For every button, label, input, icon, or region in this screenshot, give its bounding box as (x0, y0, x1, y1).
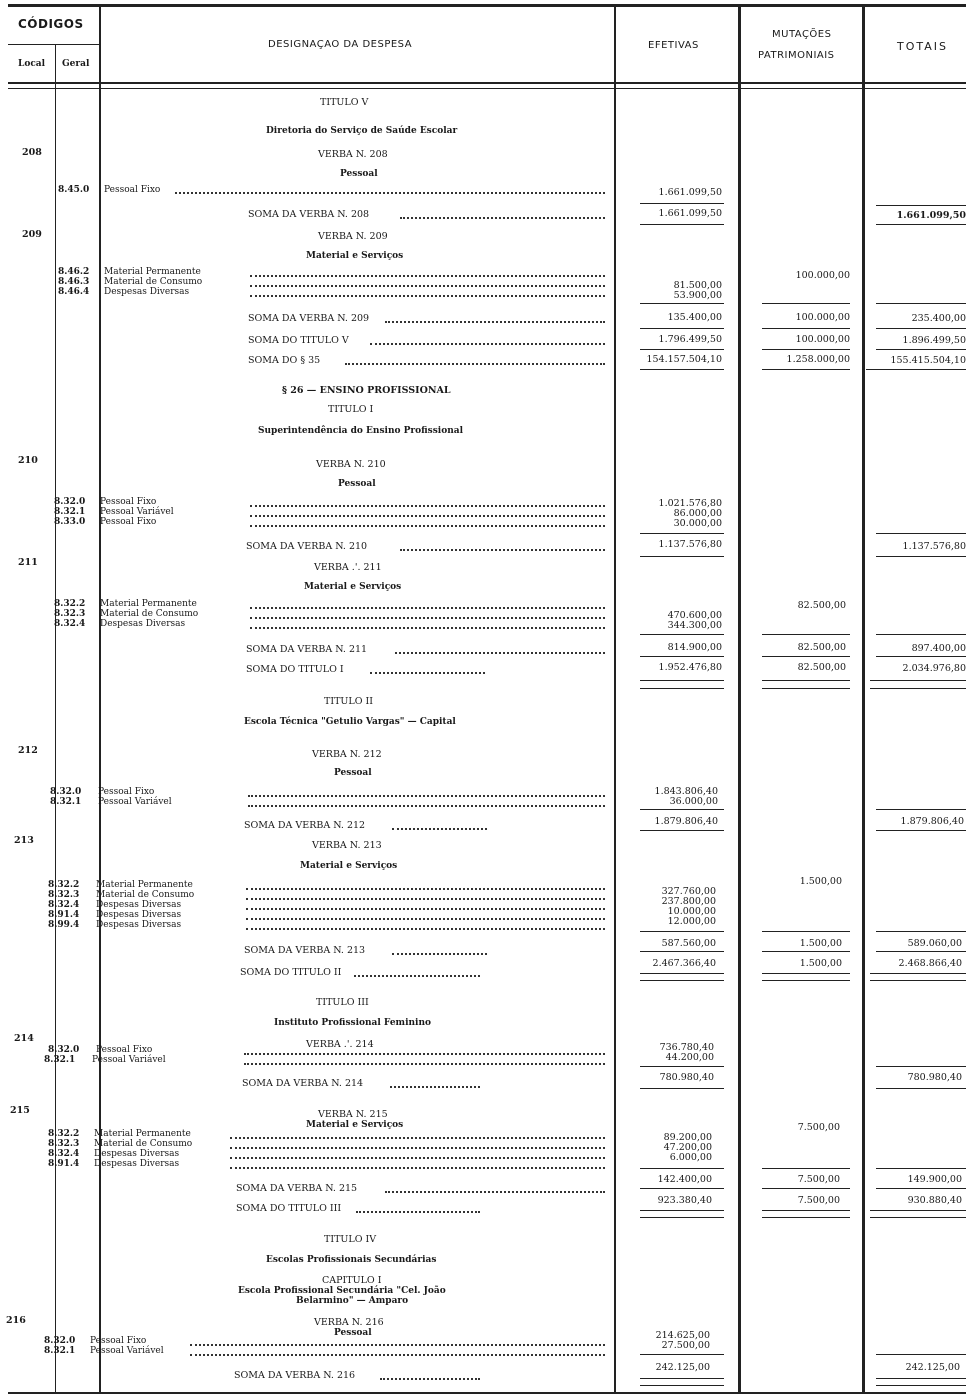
efetivas-value: 327.760,00 (661, 886, 716, 897)
underline (876, 1168, 966, 1169)
underline (762, 1217, 850, 1218)
efetivas-value: 214.625,00 (655, 1330, 710, 1341)
header-subrule (8, 44, 100, 45)
efetivas-value: 1.021.576,80 (658, 498, 722, 509)
top-rule (8, 4, 966, 7)
soma-verba-214: SOMA DA VERBA N. 214 (242, 1078, 364, 1089)
underline (640, 328, 724, 329)
efetivas-value: 814.900,00 (667, 642, 722, 653)
totais-value: 1.137.576,80 (902, 541, 966, 552)
leader-dots (380, 1378, 480, 1380)
item-material-consumo: Material de Consumo (100, 609, 199, 619)
header-mutacoes-1: MUTAÇÕES (772, 29, 832, 40)
geral-code-8464: 8.46.4 (58, 287, 90, 297)
leader-dots (230, 1157, 605, 1159)
efetivas-value: 135.400,00 (667, 312, 722, 323)
item-pessoal-fixo: Pessoal Fixo (98, 787, 155, 797)
soma-verba-210: SOMA DA VERBA N. 210 (246, 541, 368, 552)
geral-code-8322: 8.32.2 (48, 880, 80, 890)
underline (870, 1217, 966, 1218)
underline (640, 688, 724, 689)
efetivas-value: 344.300,00 (667, 620, 722, 631)
verba-211: VERBA .'. 211 (314, 562, 382, 573)
efetivas-value: 81.500,00 (673, 280, 722, 291)
totais-value: 149.900,00 (907, 1174, 962, 1185)
bottom-rule (8, 1392, 966, 1394)
efetivas-value: 1.796.499,50 (658, 334, 722, 345)
underline (640, 369, 724, 370)
mutacoes-value: 7.500,00 (797, 1122, 840, 1133)
item-pessoal-fixo: Pessoal Fixo (90, 1336, 147, 1346)
mutacoes-value: 1.500,00 (799, 938, 842, 949)
material-servicos-213: Material e Serviços (300, 861, 398, 871)
underline (762, 656, 850, 657)
item-pessoal-fixo: Pessoal Fixo (100, 497, 157, 507)
underline (762, 349, 850, 350)
underline (876, 533, 966, 534)
totais-value: 930.880,40 (907, 1195, 962, 1206)
underline (640, 1354, 724, 1355)
efetivas-value: 12.000,00 (667, 916, 716, 927)
totais-value: 155.415.504,10 (890, 355, 966, 366)
geral-code-8323: 8.32.3 (54, 609, 86, 619)
leader-dots (246, 918, 605, 920)
leader-dots (395, 652, 605, 654)
leader-dots (250, 275, 605, 277)
verba-216: VERBA N. 216 (314, 1317, 384, 1328)
underline (876, 556, 966, 557)
geral-code-8321: 8.32.1 (44, 1346, 76, 1356)
underline (640, 830, 724, 831)
geral-code-8320: 8.32.0 (44, 1336, 76, 1346)
underline (640, 931, 724, 932)
geral-code-8320: 8.32.0 (54, 497, 86, 507)
capitulo-i: CAPITULO I (322, 1275, 382, 1286)
item-despesas-diversas: Despesas Diversas (96, 910, 182, 920)
leader-dots (392, 828, 487, 830)
local-code-211: 211 (18, 557, 38, 568)
underline (866, 369, 966, 370)
leader-dots (250, 295, 605, 297)
underline (640, 973, 724, 974)
underline (876, 1385, 966, 1386)
local-code-216: 216 (6, 1315, 26, 1326)
header-efetivas: EFETIVAS (648, 40, 699, 51)
mutacoes-value: 1.500,00 (799, 958, 842, 969)
soma-verba-216: SOMA DA VERBA N. 216 (234, 1370, 356, 1381)
underline (876, 1088, 966, 1089)
underline (640, 656, 724, 657)
efetivas-value: 154.157.504,10 (646, 354, 722, 365)
underline (640, 809, 724, 810)
mutacoes-value: 7.500,00 (797, 1195, 840, 1206)
geral-code-8321: 8.32.1 (44, 1055, 76, 1065)
escola-joao-belarmino-1: Escola Profissional Secundária "Cel. João (238, 1286, 446, 1296)
totais-value: 1.661.099,50 (896, 210, 966, 221)
soma-titulo-v: SOMA DO TITULO V (248, 335, 349, 346)
geral-code-8330: 8.33.0 (54, 517, 86, 527)
totais-value: 235.400,00 (911, 313, 966, 324)
leader-dots (248, 795, 605, 797)
efetivas-value: 53.900,00 (673, 290, 722, 301)
header-bottom-rule-2 (8, 88, 966, 89)
underline (876, 1354, 966, 1355)
mutacoes-value: 1.258.000,00 (786, 354, 850, 365)
geral-code-8462: 8.46.2 (58, 267, 90, 277)
underline (762, 328, 850, 329)
efetivas-value: 1.661.099,50 (658, 208, 722, 219)
underline (640, 1188, 724, 1189)
geral-code-8321: 8.32.1 (54, 507, 86, 517)
leader-dots (190, 1344, 605, 1346)
verba-210: VERBA N. 210 (316, 459, 386, 470)
mutacoes-value: 82.500,00 (797, 600, 846, 611)
geral-code-8320: 8.32.0 (50, 787, 82, 797)
efetivas-value: 780.980,40 (659, 1072, 714, 1083)
totais-value: 242.125,00 (905, 1362, 960, 1373)
local-code-214: 214 (14, 1033, 34, 1044)
escola-getulio-vargas: Escola Técnica "Getulio Vargas" — Capital (244, 717, 456, 727)
leader-dots (250, 607, 605, 609)
item-despesas-diversas: Despesas Diversas (104, 287, 190, 297)
underline (640, 951, 724, 952)
paragrafo-26-heading: § 26 — ENSINO PROFISSIONAL (282, 385, 451, 396)
geral-code-8322: 8.32.2 (54, 599, 86, 609)
soma-verba-211: SOMA DA VERBA N. 211 (246, 644, 368, 655)
escola-joao-belarmino-2: Belarmino" — Amparo (296, 1296, 409, 1306)
pessoal-216: Pessoal (334, 1328, 372, 1338)
leader-dots (354, 975, 480, 977)
item-pessoal-fixo: Pessoal Fixo (100, 517, 157, 527)
geral-code-8324: 8.32.4 (54, 619, 86, 629)
soma-titulo-iii: SOMA DO TITULO III (236, 1203, 342, 1214)
underline (876, 809, 966, 810)
leader-dots (246, 898, 605, 900)
header-designacao: DESIGNAÇAO DA DESPESA (268, 39, 413, 50)
soma-verba-215: SOMA DA VERBA N. 215 (236, 1183, 358, 1194)
header-codigos: CÓDIGOS (18, 17, 84, 31)
efetivas-value: 1.137.576,80 (658, 539, 722, 550)
mutacoes-value: 100.000,00 (795, 312, 850, 323)
underline (876, 1188, 966, 1189)
underline (762, 1188, 850, 1189)
underline (640, 1385, 724, 1386)
header-totais: TOTAIS (897, 40, 948, 53)
item-pessoal-variavel: Pessoal Variável (90, 1346, 164, 1356)
geral-code-8320: 8.32.0 (48, 1045, 80, 1055)
verba-214: VERBA .'. 214 (306, 1039, 374, 1050)
underline (640, 680, 724, 681)
leader-dots (250, 515, 605, 517)
verba-212: VERBA N. 212 (312, 749, 382, 760)
item-material-permanente: Material Permanente (104, 267, 201, 277)
underline (640, 1066, 724, 1067)
underline (870, 973, 966, 974)
leader-dots (230, 1137, 605, 1139)
totais-value: 2.034.976,80 (902, 663, 966, 674)
mutacoes-value: 82.500,00 (797, 642, 846, 653)
leader-dots (250, 525, 605, 527)
item-material-consumo: Material de Consumo (94, 1139, 193, 1149)
mutacoes-value: 1.500,00 (799, 876, 842, 887)
underline (876, 328, 966, 329)
mutacoes-value: 100.000,00 (795, 334, 850, 345)
titulo-i: TITULO I (328, 404, 374, 415)
leader-dots (230, 1167, 605, 1169)
local-code-215: 215 (10, 1105, 30, 1116)
leader-dots (345, 363, 605, 365)
leader-dots (370, 343, 605, 345)
underline (640, 634, 724, 635)
item-despesas-diversas: Despesas Diversas (94, 1149, 180, 1159)
soma-verba-212: SOMA DA VERBA N. 212 (244, 820, 366, 831)
item-material-permanente: Material Permanente (94, 1129, 191, 1139)
efetivas-value: 27.500,00 (661, 1340, 710, 1351)
leader-dots (385, 321, 605, 323)
titulo-iii: TITULO III (316, 997, 369, 1008)
item-pessoal-fixo: Pessoal Fixo (104, 185, 161, 195)
leader-dots (246, 928, 605, 930)
underline (876, 1378, 966, 1379)
underline (876, 830, 966, 831)
efetivas-value: 242.125,00 (655, 1362, 710, 1373)
item-despesas-diversas: Despesas Diversas (96, 900, 182, 910)
leader-dots (250, 627, 605, 629)
underline (876, 303, 966, 304)
totais-value: 780.980,40 (907, 1072, 962, 1083)
underline (870, 680, 966, 681)
item-material-consumo: Material de Consumo (104, 277, 203, 287)
underline (870, 688, 966, 689)
geral-code-8450: 8.45.0 (58, 185, 90, 195)
leader-dots (246, 908, 605, 910)
efetivas-value: 86.000,00 (673, 508, 722, 519)
underline (762, 980, 850, 981)
leader-dots (244, 1053, 605, 1055)
col-line-designacao (614, 4, 616, 1394)
leader-dots (230, 1147, 605, 1149)
underline (876, 656, 966, 657)
local-code-212: 212 (18, 745, 38, 756)
underline (640, 556, 724, 557)
underline (876, 951, 966, 952)
item-material-permanente: Material Permanente (100, 599, 197, 609)
leader-dots (175, 192, 605, 194)
geral-code-8323: 8.32.3 (48, 1139, 80, 1149)
efetivas-value: 923.380,40 (657, 1195, 712, 1206)
instituto-heading: Instituto Profissional Feminino (274, 1018, 432, 1028)
underline (762, 1210, 850, 1211)
leader-dots (250, 617, 605, 619)
leader-dots (190, 1354, 605, 1356)
header-local: Local (18, 59, 46, 69)
local-code-210: 210 (18, 455, 38, 466)
underline (640, 1210, 724, 1211)
geral-code-8321: 8.32.1 (50, 797, 82, 807)
leader-dots (250, 505, 605, 507)
totais-value: 897.400,00 (911, 643, 966, 654)
soma-verba-209: SOMA DA VERBA N. 209 (248, 313, 370, 324)
underline (762, 369, 850, 370)
efetivas-value: 47.200,00 (663, 1142, 712, 1153)
underline (876, 634, 966, 635)
superintendencia-heading: Superintendência do Ensino Profissional (258, 426, 464, 436)
material-servicos-211: Material e Serviços (304, 582, 402, 592)
leader-dots (246, 888, 605, 890)
header-geral: Geral (62, 59, 90, 69)
totais-value: 2.468.866,40 (898, 958, 962, 969)
titulo-v: TITULO V (320, 97, 369, 108)
efetivas-value: 10.000,00 (667, 906, 716, 917)
underline (762, 680, 850, 681)
underline (876, 1066, 966, 1067)
mutacoes-value: 7.500,00 (797, 1174, 840, 1185)
item-despesas-diversas: Despesas Diversas (100, 619, 186, 629)
underline (876, 205, 966, 206)
item-material-consumo: Material de Consumo (96, 890, 195, 900)
item-pessoal-variavel: Pessoal Variável (98, 797, 172, 807)
underline (762, 688, 850, 689)
underline (640, 349, 724, 350)
underline (876, 224, 966, 225)
geral-code-8323: 8.32.3 (48, 890, 80, 900)
material-servicos-209: Material e Serviços (306, 251, 404, 261)
efetivas-value: 142.400,00 (657, 1174, 712, 1185)
underline (640, 1378, 724, 1379)
efetivas-value: 1.661.099,50 (658, 187, 722, 198)
pessoal-212: Pessoal (334, 768, 372, 778)
underline (762, 1168, 850, 1169)
col-line-geral (99, 4, 101, 1394)
soma-verba-213: SOMA DA VERBA N. 213 (244, 945, 366, 956)
underline (640, 303, 724, 304)
efetivas-value: 89.200,00 (663, 1132, 712, 1143)
efetivas-value: 30.000,00 (673, 518, 722, 529)
underline (640, 980, 724, 981)
efetivas-value: 44.200,00 (665, 1052, 714, 1063)
leader-dots (370, 672, 485, 674)
diretoria-heading: Diretoria do Serviço de Saúde Escolar (266, 126, 458, 136)
leader-dots (250, 285, 605, 287)
header-bottom-rule (8, 82, 966, 84)
efetivas-value: 1.843.806,40 (654, 786, 718, 797)
col-line-local (55, 44, 56, 1392)
underline (640, 533, 724, 534)
verba-215: VERBA N. 215 (318, 1109, 388, 1120)
item-despesas-diversas: Despesas Diversas (96, 920, 182, 930)
underline (876, 931, 966, 932)
underline (640, 1217, 724, 1218)
underline (870, 1210, 966, 1211)
efetivas-value: 237.800,00 (661, 896, 716, 907)
mutacoes-value: 82.500,00 (797, 662, 846, 673)
soma-verba-208: SOMA DA VERBA N. 208 (248, 209, 370, 220)
geral-code-8914: 8.91.4 (48, 1159, 80, 1169)
col-line-efetivas (738, 4, 741, 1394)
item-pessoal-variavel: Pessoal Variável (92, 1055, 166, 1065)
local-code-209: 209 (22, 229, 42, 240)
underline (640, 1168, 724, 1169)
efetivas-value: 2.467.366,40 (652, 958, 716, 969)
titulo-iv: TITULO IV (324, 1234, 377, 1245)
material-servicos-215: Material e Serviços (306, 1120, 404, 1130)
verba-208: VERBA N. 208 (318, 149, 388, 160)
leader-dots (248, 805, 605, 807)
item-pessoal-fixo: Pessoal Fixo (96, 1045, 153, 1055)
underline (762, 634, 850, 635)
verba-209: VERBA N. 209 (318, 231, 388, 242)
col-line-mutacoes (862, 4, 865, 1394)
local-code-208: 208 (22, 147, 42, 158)
underline (762, 931, 850, 932)
geral-code-8324: 8.32.4 (48, 1149, 80, 1159)
geral-code-8463: 8.46.3 (58, 277, 90, 287)
underline (762, 973, 850, 974)
efetivas-value: 36.000,00 (669, 796, 718, 807)
underline (870, 980, 966, 981)
local-code-213: 213 (14, 835, 34, 846)
escolas-heading: Escolas Profissionais Secundárias (266, 1255, 437, 1265)
efetivas-value: 1.879.806,40 (654, 816, 718, 827)
verba-213: VERBA N. 213 (312, 840, 382, 851)
titulo-ii: TITULO II (324, 696, 374, 707)
efetivas-value: 587.560,00 (661, 938, 716, 949)
totais-value: 1.879.806,40 (900, 816, 964, 827)
underline (640, 203, 724, 204)
leader-dots (400, 549, 605, 551)
soma-titulo-i: SOMA DO TITULO I (246, 664, 344, 675)
efetivas-value: 6.000,00 (669, 1152, 712, 1163)
underline (762, 951, 850, 952)
efetivas-value: 736.780,40 (659, 1042, 714, 1053)
geral-code-8324: 8.32.4 (48, 900, 80, 910)
efetivas-value: 470.600,00 (667, 610, 722, 621)
leader-dots (392, 953, 487, 955)
pessoal-208: Pessoal (340, 169, 378, 179)
item-despesas-diversas: Despesas Diversas (94, 1159, 180, 1169)
geral-code-8994: 8.99.4 (48, 920, 80, 930)
leader-dots (400, 217, 605, 219)
totais-value: 589.060,00 (907, 938, 962, 949)
underline (640, 1088, 724, 1089)
geral-code-8914: 8.91.4 (48, 910, 80, 920)
item-material-permanente: Material Permanente (96, 880, 193, 890)
item-pessoal-variavel: Pessoal Variável (100, 507, 174, 517)
leader-dots (385, 1191, 605, 1193)
efetivas-value: 1.952.476,80 (658, 662, 722, 673)
mutacoes-value: 100.000,00 (795, 270, 850, 281)
leader-dots (356, 1211, 480, 1213)
pessoal-210: Pessoal (338, 479, 376, 489)
header-mutacoes-2: PATRIMONIAIS (758, 50, 835, 61)
leader-dots (244, 1063, 605, 1065)
totais-value: 1.896.499,50 (902, 335, 966, 346)
underline (762, 303, 850, 304)
leader-dots (390, 1086, 480, 1088)
geral-code-8322: 8.32.2 (48, 1129, 80, 1139)
soma-titulo-ii: SOMA DO TITULO II (240, 967, 342, 978)
underline (876, 349, 966, 350)
underline (640, 224, 724, 225)
soma-paragrafo-35: SOMA DO § 35 (248, 355, 321, 366)
